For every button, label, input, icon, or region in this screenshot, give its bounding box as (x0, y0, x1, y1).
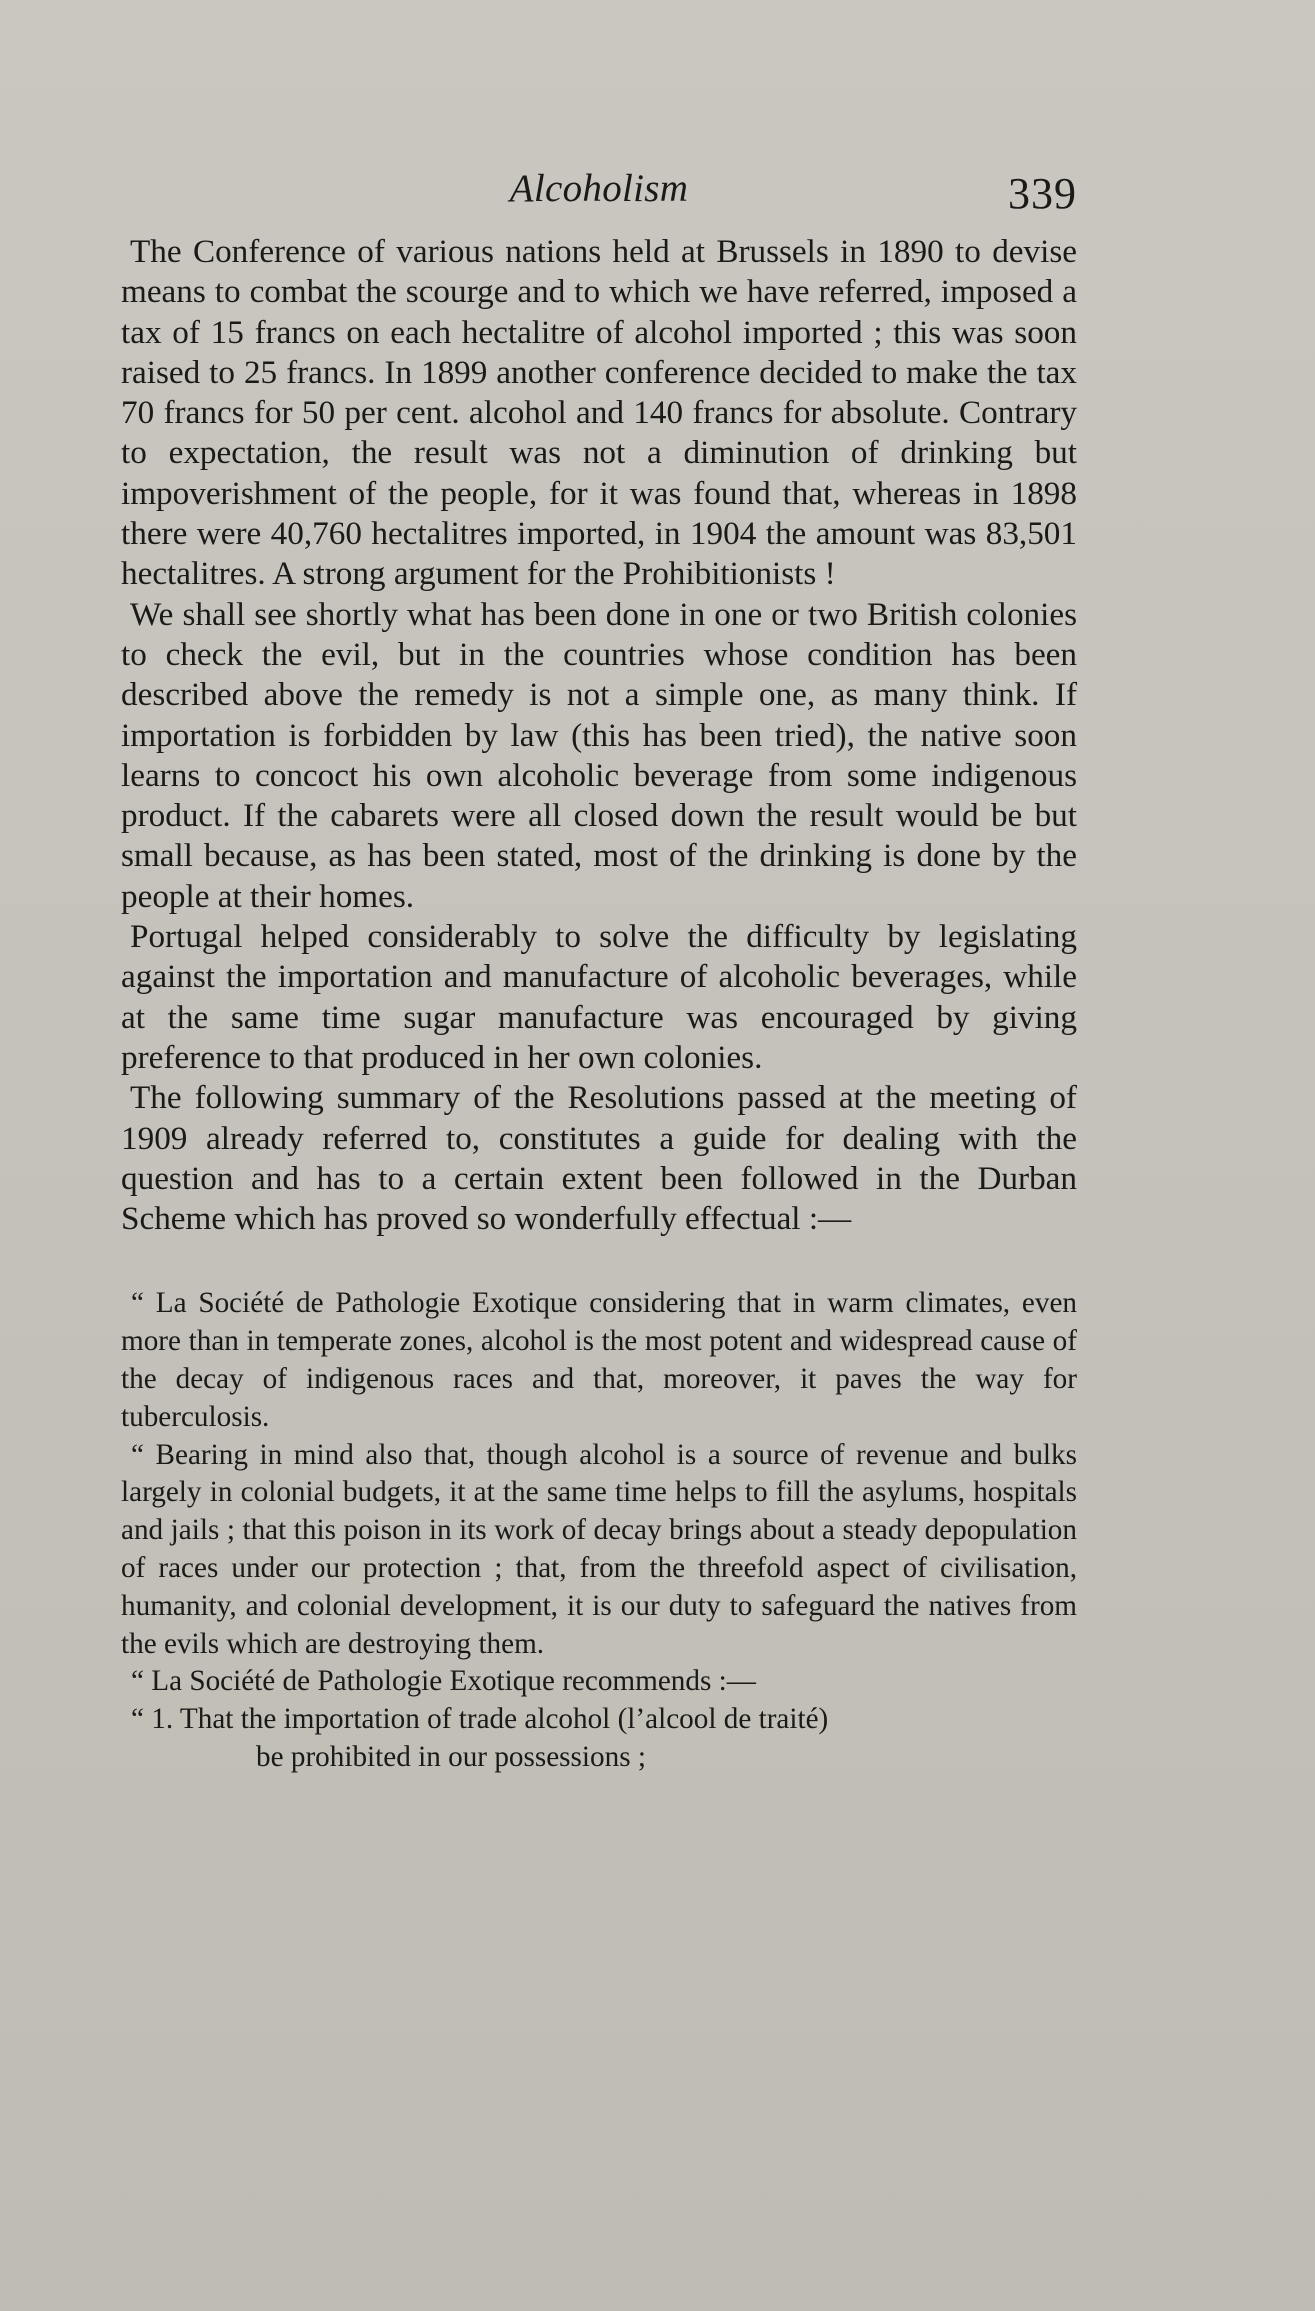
quote-paragraph-considering: “ La Société de Pathologie Exotique considering that in warm climates, even more than in temperate zones, alcohol is the most potent and widespread cause of the decay of indigenous races and that, moreover, it paves the way for tuberculosis. (121, 1287, 1077, 1433)
body-text (121, 232, 1077, 1239)
book-page (121, 160, 1077, 1777)
paragraph-portugal: Portugal helped considerably to solve the difficulty by legislating against the importation and manufacture of alcoholic beverages, while at the same time sugar manufacture was encouraged by giving preference to that produced in her own colonies. (121, 918, 1077, 1076)
quote-recommends: “ La Société de Pathologie Exotique recommends :— (131, 1665, 756, 1698)
paragraph-resolutions-summary: The following summary of the Resolutions passed at the meeting of 1909 already referred to, constitutes a guide for dealing with the question and has to a certain extent been followed in the Durban Scheme which has proved so wonderfully effectual :— (121, 1079, 1077, 1238)
paragraph-british-colonies: We shall see shortly what has been done in one or two British colonies to check the evil, but in the countries whose condition has been described above the remedy is not a simple one, as many think. If importation is forbidden by law (this has been tried), the native soon learns to concoct his own alcoholic beverage from some indigenous product. If the cabarets were all closed down the result would be but small because, as has been stated, most of the drinking is done by the people at their homes. (121, 595, 1077, 915)
resolution-item-1 (121, 1701, 1077, 1777)
running-title: Alcoholism (509, 167, 689, 210)
resolution-item-1-line-2: be prohibited in our possessions ; (256, 1740, 646, 1773)
page-number: 339 (1008, 169, 1077, 218)
resolutions-quote (121, 1285, 1077, 1776)
paragraph-brussels-conference: The Conference of various nations held at Brussels in 1890 to devise means to combat the scourge and to which we have referred, imposed a tax of 15 francs on each hectalitre of alcohol imported ; this was soon raised to 25 francs. In 1899 another conference decided to make the tax 70 francs for 50 per cent. alcohol and 140 francs for absolute. Contrary to expectation, the result was not a diminution of drinking but impoverishment of the people, for it was found that, whereas in 1898 there were 40,760 hectalitres imported, in 1904 the amount was 83,501 hectalitres. A strong argument for the Prohibitionists ! (121, 233, 1077, 593)
running-head (121, 160, 1077, 232)
quote-paragraph-bearing-in-mind: “ Bearing in mind also that, though alcohol is a source of revenue and bulks largely in colonial budgets, it at the same time helps to fill the asylums, hospitals and jails ; that this poison in its work of decay brings about a steady depopulation of races under our protection ; that, from the threefold aspect of civilisation, humanity, and colonial development, it is our duty to safeguard the natives from the evils which are destroying them. (121, 1438, 1077, 1660)
resolution-item-1-line-1: “ 1. That the importation of trade alcohol (l’alcool de traité) (131, 1703, 829, 1736)
